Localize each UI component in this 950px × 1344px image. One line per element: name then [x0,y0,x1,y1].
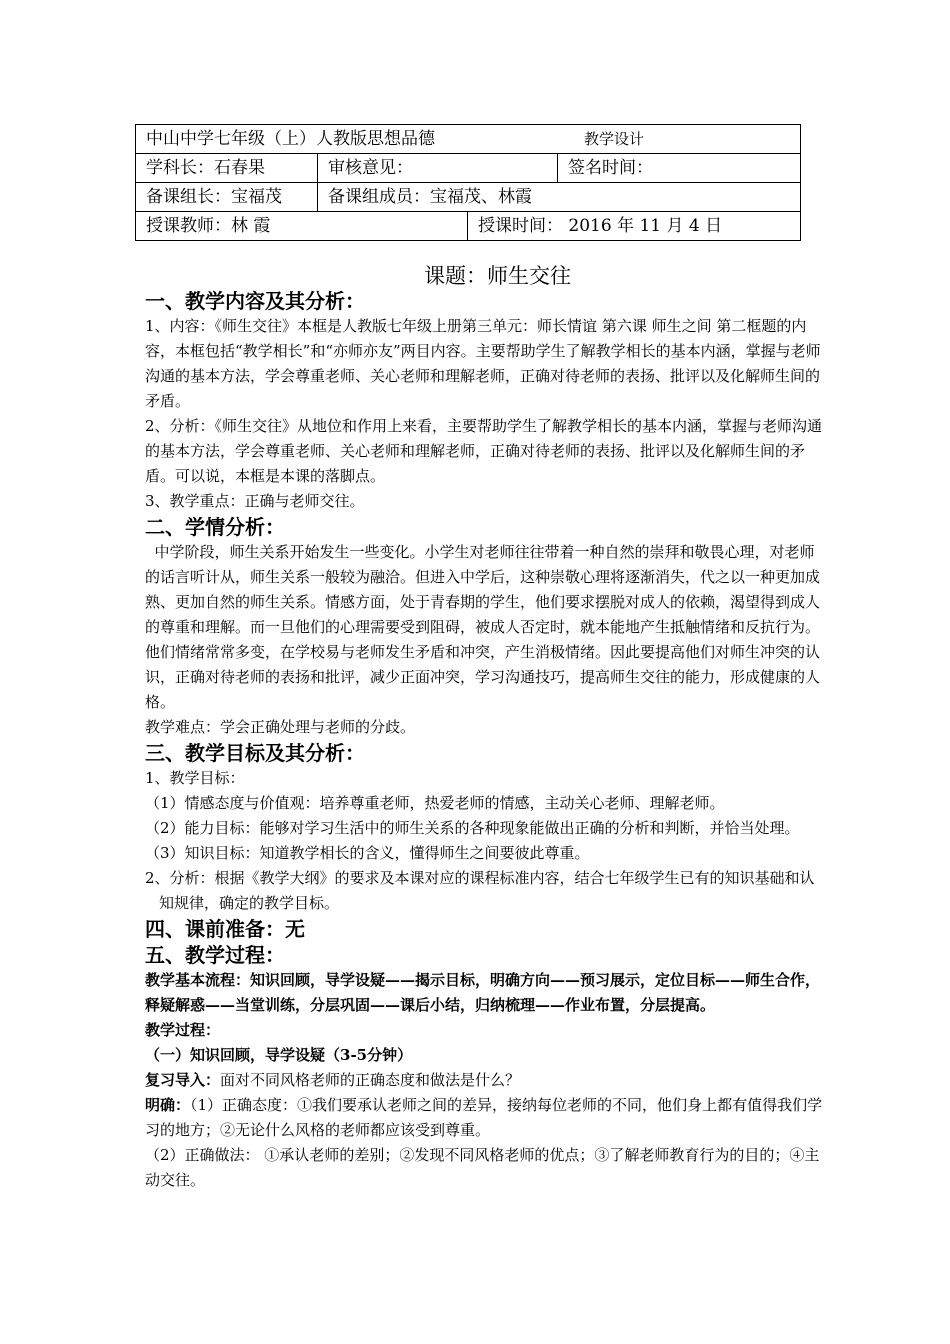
section-3-goal-ability: （2）能力目标：能够对学习生活中的师生关系的各种现象能做出正确的分析和判断，并恰当处理。 [145,819,800,837]
header-row-title [136,125,801,154]
clarify-label: 明确： [145,1096,191,1114]
lesson-content [145,288,825,1193]
teaching-flow: 教学基本流程：知识回顾，导学设疑——揭示目标，明确方向——预习展示，定位目标——师生合作，释疑解惑——当堂训练，分层巩固——课后小结，归纳梳理——作业布置，分层提高。 [145,971,821,1014]
group-members-cell: 备课组成员：宝福茂、林霞 [318,183,801,212]
teacher-cell: 授课教师：林 霞 [136,212,468,241]
section-1-key-point: 3、教学重点：正确与老师交往。 [145,492,365,510]
clarify-paragraph [145,1093,825,1143]
step-1-heading: （一）知识回顾，导学设疑（3-5分钟） [145,1046,413,1064]
sign-time-cell: 签名时间： [558,154,801,183]
section-1-heading: 一、教学内容及其分析： [145,289,365,313]
teaching-process-label: 教学过程： [145,1021,221,1039]
lesson-title-wrap [0,260,950,290]
group-leader-cell: 备课组长：宝福茂 [136,183,318,212]
section-3-analysis: 2、分析：根据《教学大纲》的要求及本课对应的课程标准内容，结合七年级学生已有的知识基础和认知规律，确定的教学目标。 [145,869,815,912]
review-opinion-cell: 审核意见： [318,154,558,183]
review-intro [145,1068,825,1093]
section-3-heading: 三、教学目标及其分析： [145,741,365,765]
section-2-difficulty: 教学难点：学会正确处理与老师的分歧。 [145,718,416,736]
clarify-text: （1）正确态度：①我们要承认老师之间的差异，接纳每位老师的不同，他们身上都有值得我们学习的地方；②无论什么风格的老师都应该受到尊重。 [145,1096,823,1139]
review-intro-label: 复习导入： [145,1071,221,1089]
school-course-label: 中山中学七年级（上）人教版思想品德 [146,129,435,149]
subject-head-cell: 学科长：石春果 [136,154,318,183]
section-2-paragraph: 中学阶段，师生关系开始发生一些变化。小学生对老师往往带着一种自然的崇拜和敬畏心理，对老师的话言听计从，师生关系一般较为融洽。但进入中学后，这种崇敬心理将逐渐消失，代之以一种更加成熟、更加自然的师生关系。情感方面，处于青春期的学生，他们要求摆脱对成人的依赖，渴望得到成人的尊重和理解。而一旦他们的心理需要受到阻碍，被成人否定时，就本能地产生抵触情绪和反抗行为。他们情绪常常多变，在学校易与老师发生矛盾和冲突，产生消极情绪。因此要提高他们对师生冲突的认识，正确对待老师的表扬和批评，减少正面冲突，学习沟通技巧，提高师生交往的能力，形成健康的人格。 [145,543,821,711]
section-5-heading: 五、教学过程： [145,943,285,967]
lesson-date-cell: 授课时间： 2016 年 11 月 4 日 [468,212,801,241]
method-paragraph: （2）正确做法： ①承认老师的差别；②发现不同风格老师的优点；③了解老师教育行为的目的；④主动交往。 [145,1146,820,1189]
lesson-title: 课题：师生交往 [424,264,571,288]
section-1-analysis: 2、分析：《师生交往》从地位和作用上来看，主要帮助学生了解教学相长的基本内涵，掌握与老师沟通的基本方法，学会尊重老师、关心老师和理解老师，正确对待老师的表扬、批评以及化解师生间的矛盾。可以说，本框是本课的落脚点。 [145,417,823,485]
teaching-design-label: 教学设计 [584,130,645,148]
section-3-goal-knowledge: （3）知识目标：知道教学相长的含义，懂得师生之间要彼此尊重。 [145,844,590,862]
review-intro-text: 面对不同风格老师的正确态度和做法是什么？ [220,1071,521,1089]
section-2-heading: 二、学情分析： [145,515,285,539]
section-4-heading: 四、课前准备：无 [145,917,305,941]
section-3-goal-emotion: （1）情感态度与价值观：培养尊重老师，热爱老师的情感，主动关心老师、理解老师。 [145,794,725,812]
section-1-content: 1、内容：《师生交往》本框是人教版七年级上册第三单元：师长情谊 第六课 师生之间 第二框题的内容，本框包括“教学相长”和“亦师亦友”两目内容。主要帮助学生了解教学相长的基本内涵，掌握与老师沟通的基本方法，学会尊重老师、关心老师和理解老师，正确对待老师的表扬、批评以及化解师生间的矛盾。 [145,317,821,410]
section-3-goals-label: 1、教学目标： [145,769,245,787]
header-table [135,124,801,241]
